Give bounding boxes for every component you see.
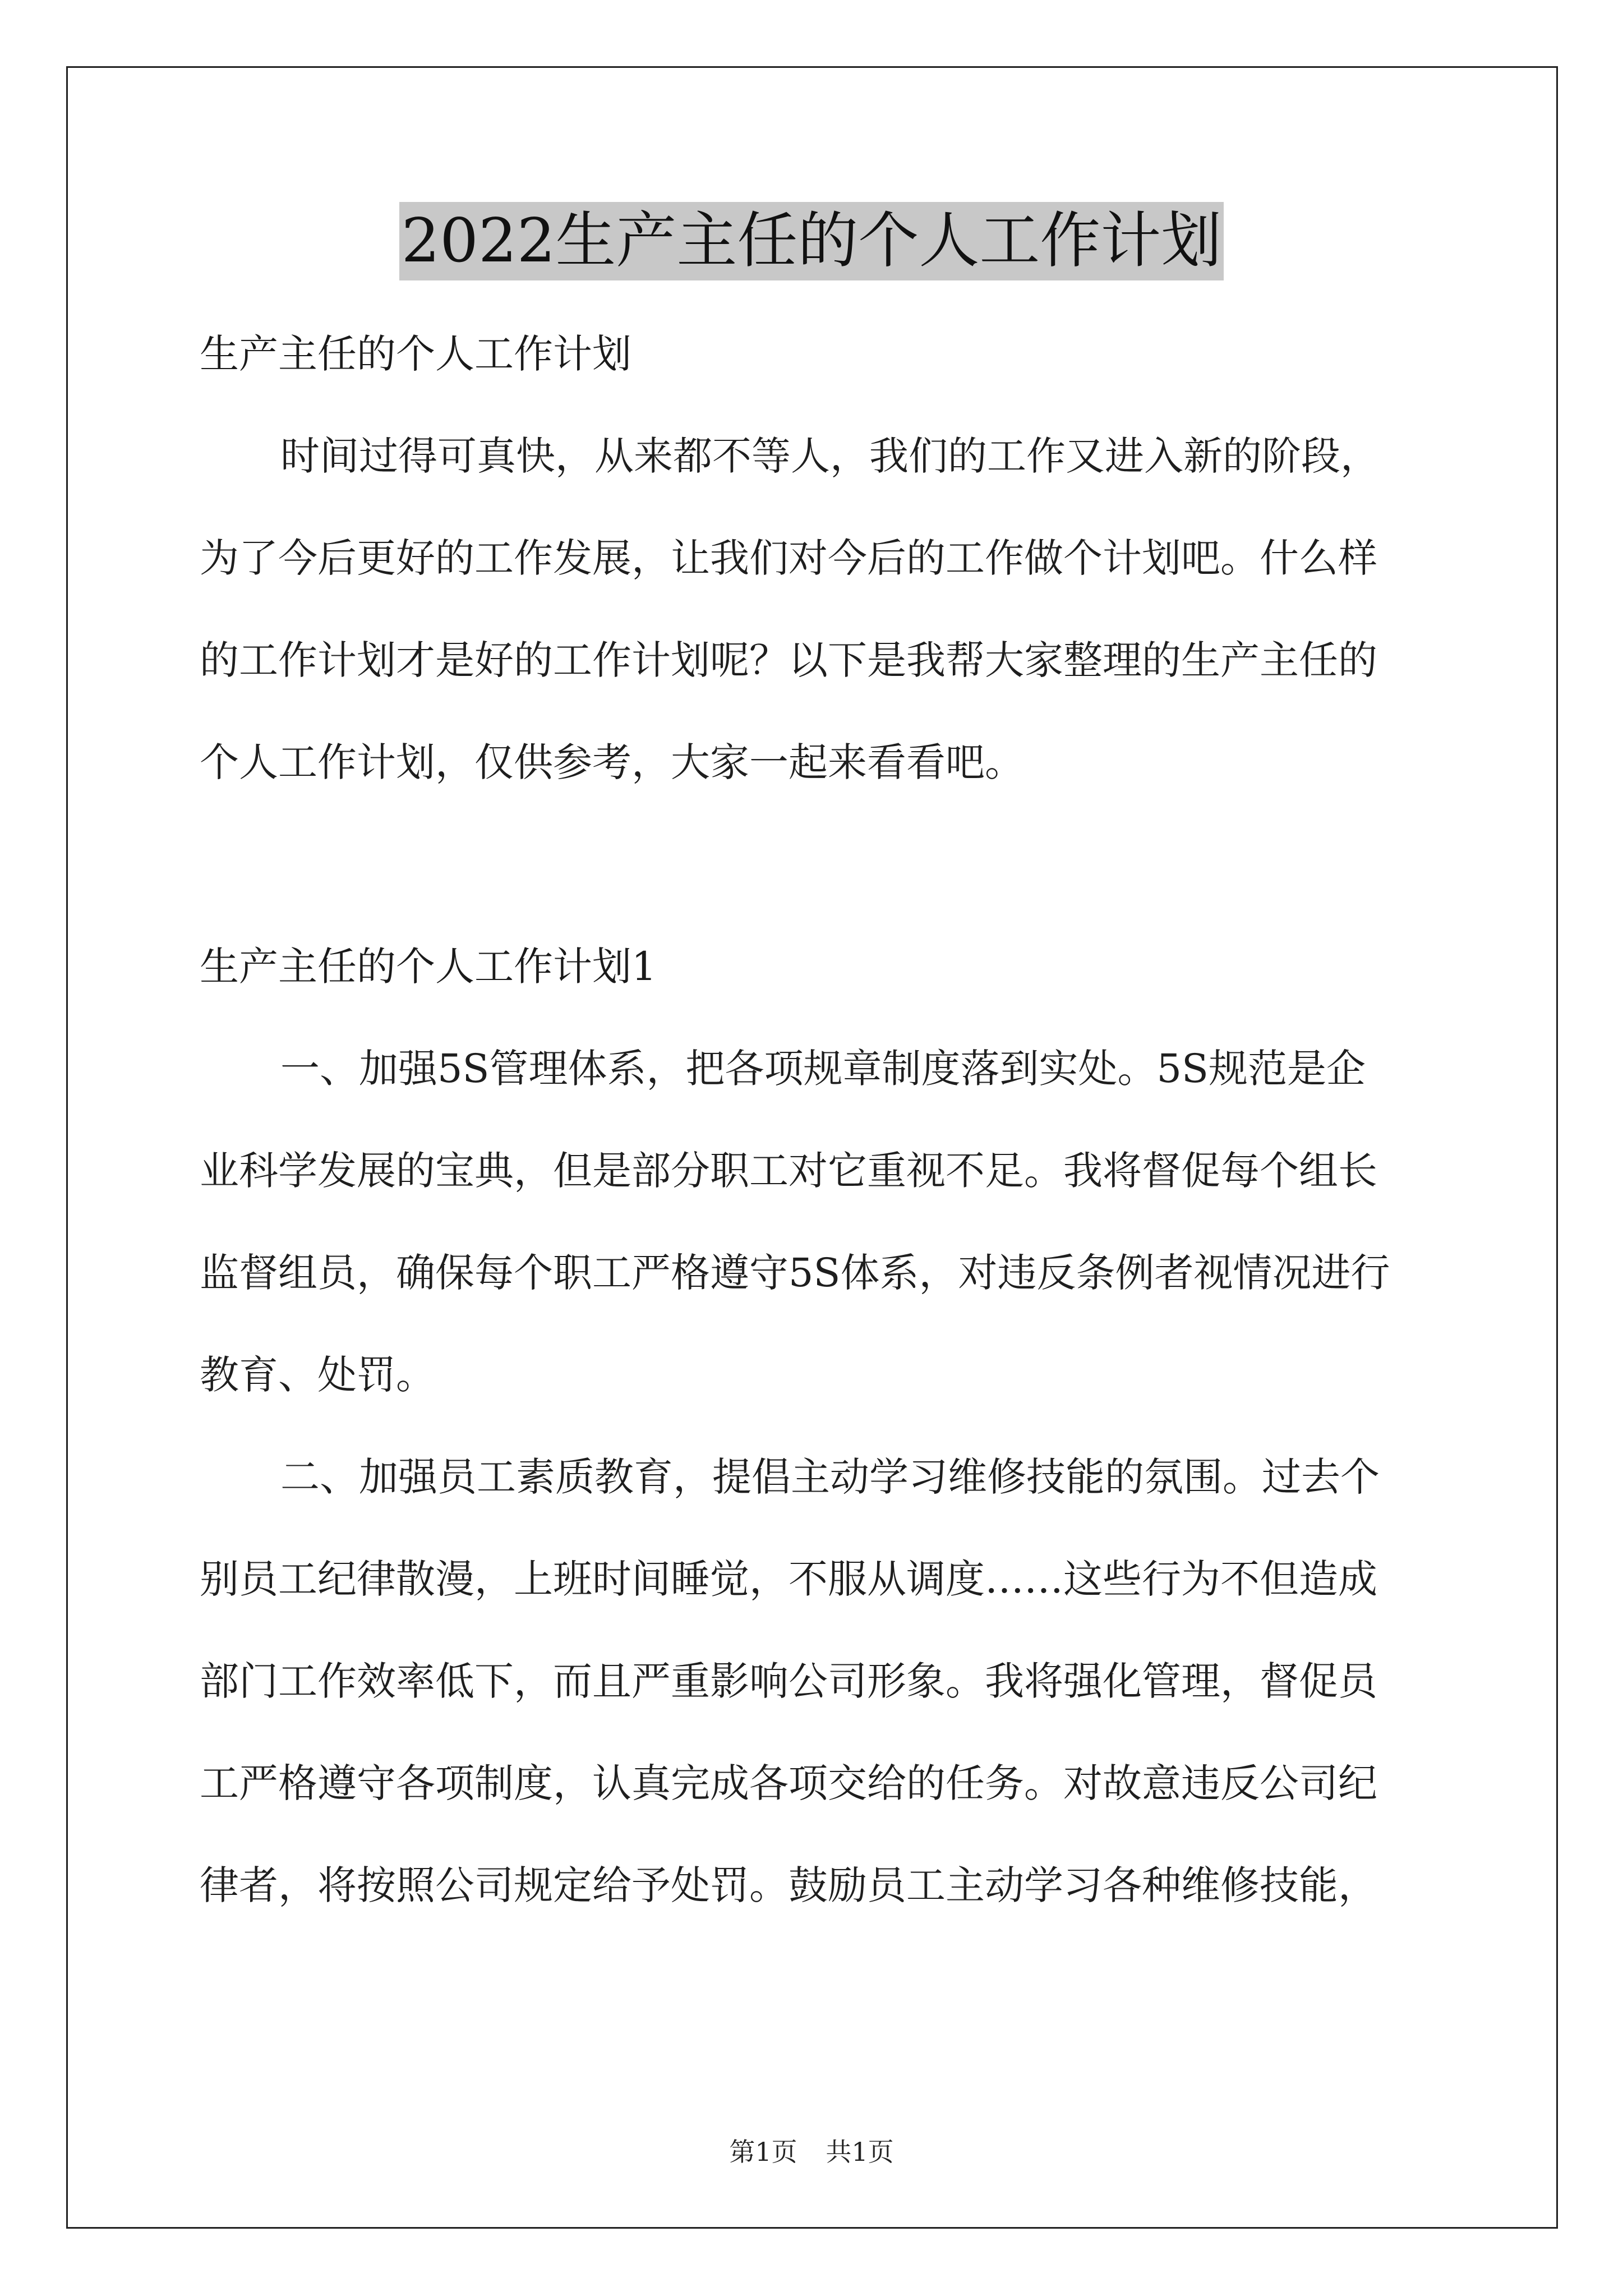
section-heading: 生产主任的个人工作计划1 [200,944,657,990]
intro-line: 的工作计划才是好的工作计划呢？以下是我帮大家整理的生产主任的 [200,637,1377,683]
page-total: 共1页 [826,2137,894,2167]
page-number: 第1页 [729,2137,797,2167]
intro-line: 为了今后更好的工作发展，让我们对今后的工作做个计划吧。什么样 [200,535,1377,581]
document-subtitle: 生产主任的个人工作计划 [200,331,631,377]
paragraph-line: 业科学发展的宝典，但是部分职工对它重视不足。我将督促每个组长 [200,1148,1377,1194]
paragraph-two [200,1426,1428,1936]
paragraph-line: 监督组员，确保每个职工严格遵守5S体系，对违反条例者视情况进行 [200,1250,1390,1296]
section-spacer [200,813,1428,915]
page-footer [0,2132,1623,2169]
document-title: 2022生产主任的个人工作计划 [399,202,1224,280]
paragraph-one [200,1018,1428,1426]
intro-line: 个人工作计划，仅供参考，大家一起来看看吧。 [200,739,1024,785]
paragraph-line: 部门工作效率低下，而且严重影响公司形象。我将强化管理，督促员 [200,1658,1377,1704]
paragraph-line: 一、加强5S管理体系，把各项规章制度落到实处。5S规范是企 [280,1046,1366,1092]
intro-paragraph [200,405,1428,813]
paragraph-line: 律者，将按照公司规定给予处罚。鼓励员工主动学习各种维修技能， [200,1862,1377,1908]
title-container [0,202,1623,280]
paragraph-line: 二、加强员工素质教育，提倡主动学习维修技能的氛围。过去个 [280,1454,1380,1500]
paragraph-line: 教育、处罚。 [200,1352,435,1398]
paragraph-line: 别员工纪律散漫，上班时间睡觉，不服从调度……这些行为不但造成 [200,1556,1377,1602]
paragraph-line: 工严格遵守各项制度，认真完成各项交给的任务。对故意违反公司纪 [200,1760,1377,1806]
document-body [200,303,1428,1936]
intro-line: 时间过得可真快，从来都不等人，我们的工作又进入新的阶段， [280,433,1380,479]
